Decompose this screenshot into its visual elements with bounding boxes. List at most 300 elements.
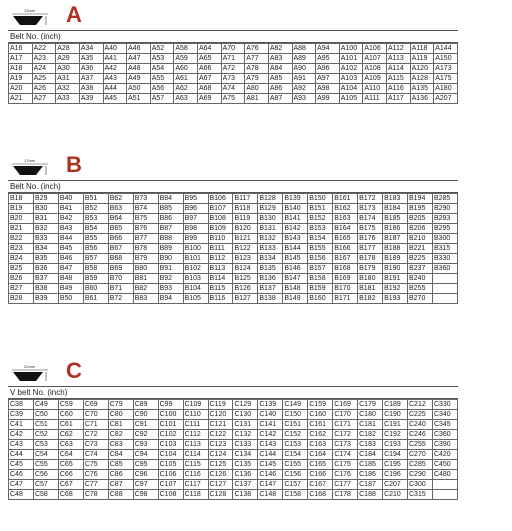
table-cell: B93 xyxy=(158,284,183,294)
table-cell: A90 xyxy=(292,64,316,74)
table-cell: C79 xyxy=(108,400,133,410)
table-cell: B30 xyxy=(33,204,58,214)
table-cell: B86 xyxy=(158,214,183,224)
table-cell: C165 xyxy=(308,460,333,470)
table-cell: B157 xyxy=(308,264,333,274)
table-cell: C116 xyxy=(183,470,208,480)
table-cell: C176 xyxy=(333,470,358,480)
table-cell: B145 xyxy=(283,254,308,264)
table-cell: C207 xyxy=(383,480,408,490)
table-cell: C192 xyxy=(383,430,408,440)
table-cell: C315 xyxy=(408,490,433,500)
table-cell: A89 xyxy=(292,54,316,64)
table-cell: C70 xyxy=(83,410,108,420)
table-cell: B50 xyxy=(58,294,83,304)
table-cell: A83 xyxy=(268,54,292,64)
table-cell: B60 xyxy=(83,284,108,294)
table-cell: A36 xyxy=(79,64,103,74)
table-cell: A92 xyxy=(292,84,316,94)
table-cell: A53 xyxy=(150,54,174,64)
table-cell: C81 xyxy=(108,420,133,430)
table-cell: A38 xyxy=(79,84,103,94)
table-cell: A30 xyxy=(56,64,80,74)
table-cell: C130 xyxy=(233,410,258,420)
table-cell: B152 xyxy=(308,214,333,224)
table-cell: B177 xyxy=(358,244,383,254)
table-cell: B240 xyxy=(408,274,433,284)
table-cell: B221 xyxy=(408,244,433,254)
table-cell: C255 xyxy=(408,440,433,450)
table-cell: B160 xyxy=(308,294,333,304)
table-cell: A107 xyxy=(363,54,387,64)
table-cell: A102 xyxy=(339,64,363,74)
table-cell: C138 xyxy=(233,490,258,500)
table-cell: A26 xyxy=(32,84,56,94)
table-cell: B205 xyxy=(408,214,433,224)
table-cell: B18 xyxy=(9,194,34,204)
table-cell: C55 xyxy=(33,460,58,470)
table-cell: A35 xyxy=(79,54,103,64)
table-cell: B123 xyxy=(233,254,258,264)
table-cell: C58 xyxy=(33,490,58,500)
table-cell: B99 xyxy=(183,234,208,244)
table-cell: A115 xyxy=(387,74,411,84)
table-row xyxy=(9,44,458,54)
table-cell: B20 xyxy=(9,214,34,224)
table-cell: A41 xyxy=(103,54,127,64)
table-cell: B29 xyxy=(33,194,58,204)
table-cell: C115 xyxy=(183,460,208,470)
table-cell: B55 xyxy=(83,234,108,244)
table-cell: C74 xyxy=(83,450,108,460)
table-cell: C54 xyxy=(33,450,58,460)
belt-width-label: 17mm xyxy=(24,158,36,163)
section-header xyxy=(8,358,458,386)
table-cell: B68 xyxy=(108,254,133,264)
table-cell: A63 xyxy=(174,94,198,104)
table-cell: C117 xyxy=(183,480,208,490)
table-cell: B174 xyxy=(358,214,383,224)
table-cell: C122 xyxy=(208,430,233,440)
belt-profile-icon xyxy=(10,364,50,384)
table-cell: A65 xyxy=(198,54,222,64)
table-cell: B23 xyxy=(9,244,34,254)
table-cell: B127 xyxy=(233,294,258,304)
table-cell: C66 xyxy=(58,470,83,480)
table-cell: B62 xyxy=(108,194,133,204)
table-row xyxy=(9,274,458,284)
table-cell: B132 xyxy=(258,234,283,244)
table-cell: A60 xyxy=(174,64,198,74)
table-cell: C49 xyxy=(33,400,58,410)
table-cell: B180 xyxy=(358,274,383,284)
table-cell: C190 xyxy=(383,410,408,420)
table-cell: B185 xyxy=(383,214,408,224)
table-cell: B135 xyxy=(258,264,283,274)
table-cell: B87 xyxy=(158,224,183,234)
table-cell: B58 xyxy=(83,264,108,274)
table-cell: B28 xyxy=(9,294,34,304)
table-cell: B148 xyxy=(283,284,308,294)
table-cell: A78 xyxy=(245,64,269,74)
table-cell: B117 xyxy=(233,194,258,204)
table-cell: A19 xyxy=(9,74,33,84)
table-cell: B172 xyxy=(358,194,383,204)
table-cell: B330 xyxy=(432,254,457,264)
table-cell: B101 xyxy=(183,254,208,264)
table-cell: B83 xyxy=(133,294,158,304)
table-cell: A106 xyxy=(363,44,387,54)
table-cell: B112 xyxy=(208,254,233,264)
table-cell: B167 xyxy=(333,254,358,264)
table-cell: B136 xyxy=(258,274,283,284)
table-cell: B72 xyxy=(108,294,133,304)
table-cell: C72 xyxy=(83,430,108,440)
table-cell: B134 xyxy=(258,254,283,264)
table-cell: A175 xyxy=(434,74,458,84)
table-cell: B95 xyxy=(183,194,208,204)
table-cell: B27 xyxy=(9,284,34,294)
table-cell: C64 xyxy=(58,450,83,460)
table-cell: B151 xyxy=(308,204,333,214)
table-cell: C51 xyxy=(33,420,58,430)
table-cell: C148 xyxy=(258,490,283,500)
table-cell: C450 xyxy=(432,460,457,470)
belt-size-table xyxy=(8,399,458,500)
table-cell: C123 xyxy=(208,440,233,450)
table-cell: C128 xyxy=(208,490,233,500)
table-cell: B97 xyxy=(183,214,208,224)
table-cell: C131 xyxy=(233,420,258,430)
table-cell: C212 xyxy=(408,400,433,410)
table-cell: B69 xyxy=(108,264,133,274)
table-cell: B64 xyxy=(108,214,133,224)
table-cell: B163 xyxy=(333,214,358,224)
table-cell: C86 xyxy=(108,470,133,480)
table-cell: C69 xyxy=(83,400,108,410)
table-cell: C225 xyxy=(408,410,433,420)
table-cell: B113 xyxy=(208,264,233,274)
table-cell: C168 xyxy=(308,490,333,500)
section-letter: B xyxy=(66,152,82,177)
table-cell: B115 xyxy=(208,284,233,294)
table-cell: C163 xyxy=(308,440,333,450)
table-cell: B195 xyxy=(408,204,433,214)
table-cell: A62 xyxy=(174,84,198,94)
table-cell: C108 xyxy=(158,490,183,500)
table-cell: C63 xyxy=(58,440,83,450)
table-cell: A86 xyxy=(268,84,292,94)
section-b xyxy=(8,152,458,304)
table-title: Belt No. (inch) xyxy=(8,181,458,193)
table-cell: A118 xyxy=(410,44,434,54)
table-cell: A56 xyxy=(150,84,174,94)
table-cell: A43 xyxy=(103,74,127,84)
table-cell: B315 xyxy=(432,244,457,254)
table-cell: C75 xyxy=(83,460,108,470)
table-cell: B150 xyxy=(308,194,333,204)
table-cell: C150 xyxy=(283,410,308,420)
table-cell: C167 xyxy=(308,480,333,490)
table-cell: C111 xyxy=(183,420,208,430)
table-cell: B130 xyxy=(258,214,283,224)
table-title: Belt No. (inch) xyxy=(8,31,458,43)
table-cell: B31 xyxy=(33,214,58,224)
table-cell: B53 xyxy=(83,214,108,224)
table-cell: B40 xyxy=(58,194,83,204)
table-cell: B187 xyxy=(383,234,408,244)
table-cell: C134 xyxy=(233,450,258,460)
table-cell: B142 xyxy=(283,224,308,234)
table-cell: A61 xyxy=(174,74,198,84)
table-cell: B158 xyxy=(308,274,333,284)
table-cell: C154 xyxy=(283,450,308,460)
table-row xyxy=(9,74,458,84)
table-cell: A180 xyxy=(434,84,458,94)
table-cell: C41 xyxy=(9,420,34,430)
table-cell: C82 xyxy=(108,430,133,440)
table-cell: C141 xyxy=(258,420,283,430)
belt-profile-icon xyxy=(10,158,50,178)
table-cell: C89 xyxy=(133,400,158,410)
section-c xyxy=(8,358,458,500)
table-cell: B42 xyxy=(58,214,83,224)
table-cell: C187 xyxy=(358,480,383,490)
table-cell: C53 xyxy=(33,440,58,450)
table-cell: B125 xyxy=(233,274,258,284)
table-cell: A101 xyxy=(339,54,363,64)
table-cell: B46 xyxy=(58,254,83,264)
table-cell: B61 xyxy=(83,294,108,304)
table-cell: B106 xyxy=(208,194,233,204)
table-cell: C180 xyxy=(358,410,383,420)
table-cell: A55 xyxy=(150,74,174,84)
table-cell: B159 xyxy=(308,284,333,294)
table-cell: B270 xyxy=(408,294,433,304)
table-cell: A66 xyxy=(198,64,222,74)
table-cell: B178 xyxy=(358,254,383,264)
table-cell: C118 xyxy=(183,490,208,500)
section-letter: A xyxy=(66,2,82,27)
table-cell: B237 xyxy=(408,264,433,274)
table-cell xyxy=(432,490,457,500)
table-cell: B146 xyxy=(283,264,308,274)
table-cell: C46 xyxy=(9,470,34,480)
table-cell xyxy=(432,274,457,284)
table-cell: A29 xyxy=(56,54,80,64)
table-cell: B44 xyxy=(58,234,83,244)
table-cell: A21 xyxy=(9,94,33,104)
table-cell: C185 xyxy=(358,460,383,470)
table-cell: A71 xyxy=(221,54,245,64)
table-cell: C300 xyxy=(408,480,433,490)
table-cell: B165 xyxy=(333,234,358,244)
table-row xyxy=(9,194,458,204)
table-cell: B109 xyxy=(208,224,233,234)
table-cell: B32 xyxy=(33,224,58,234)
table-row xyxy=(9,294,458,304)
table-cell: C44 xyxy=(9,450,34,460)
table-cell: B96 xyxy=(183,204,208,214)
table-cell: B100 xyxy=(183,244,208,254)
table-cell: C121 xyxy=(208,420,233,430)
section-letter: C xyxy=(66,358,82,383)
table-cell: C94 xyxy=(133,450,158,460)
table-cell: B147 xyxy=(283,274,308,284)
table-cell: C164 xyxy=(308,450,333,460)
table-cell: C132 xyxy=(233,430,258,440)
table-cell: B47 xyxy=(58,264,83,274)
table-cell: B169 xyxy=(333,274,358,284)
table-cell: C99 xyxy=(158,400,183,410)
table-cell: B66 xyxy=(108,234,133,244)
table-cell: B120 xyxy=(233,224,258,234)
table-cell: B63 xyxy=(108,204,133,214)
table-cell: A20 xyxy=(9,84,33,94)
table-cell: A94 xyxy=(316,44,340,54)
table-cell: B25 xyxy=(9,264,34,274)
table-cell: B131 xyxy=(258,224,283,234)
table-cell: B84 xyxy=(158,194,183,204)
table-cell: C83 xyxy=(108,440,133,450)
table-cell: C143 xyxy=(258,440,283,450)
table-cell: A80 xyxy=(245,84,269,94)
table-cell: B161 xyxy=(333,194,358,204)
table-cell: C119 xyxy=(208,400,233,410)
table-cell: C120 xyxy=(208,410,233,420)
table-cell: B71 xyxy=(108,284,133,294)
table-cell: B183 xyxy=(383,194,408,204)
table-cell: C67 xyxy=(58,480,83,490)
table-row xyxy=(9,460,458,470)
table-cell: C174 xyxy=(333,450,358,460)
table-cell: B94 xyxy=(158,294,183,304)
table-cell: A150 xyxy=(434,54,458,64)
table-cell: A144 xyxy=(434,44,458,54)
table-cell: A119 xyxy=(410,54,434,64)
table-cell: A57 xyxy=(150,94,174,104)
table-cell: B290 xyxy=(432,204,457,214)
table-cell: C246 xyxy=(408,430,433,440)
table-cell: A37 xyxy=(79,74,103,84)
section-a xyxy=(8,2,458,104)
table-cell: B75 xyxy=(133,214,158,224)
table-cell: B139 xyxy=(283,194,308,204)
table-cell: C152 xyxy=(283,430,308,440)
table-cell: B52 xyxy=(83,204,108,214)
table-cell: A85 xyxy=(268,74,292,84)
table-cell: C78 xyxy=(83,490,108,500)
table-cell xyxy=(432,294,457,304)
table-cell: C177 xyxy=(333,480,358,490)
table-cell: C129 xyxy=(233,400,258,410)
table-cell: B189 xyxy=(383,254,408,264)
table-cell: A110 xyxy=(363,84,387,94)
table-cell: A96 xyxy=(316,64,340,74)
table-cell: A40 xyxy=(103,44,127,54)
table-cell: A207 xyxy=(434,94,458,104)
table-row xyxy=(9,400,458,410)
table-cell: A70 xyxy=(221,44,245,54)
table-cell: A42 xyxy=(103,64,127,74)
table-cell: B34 xyxy=(33,244,58,254)
table-cell: A48 xyxy=(127,64,151,74)
table-cell: A39 xyxy=(79,94,103,104)
table-cell: A32 xyxy=(56,84,80,94)
table-cell: C137 xyxy=(233,480,258,490)
table-row xyxy=(9,410,458,420)
table-cell: C330 xyxy=(432,400,457,410)
table-cell: C195 xyxy=(383,460,408,470)
table-cell: B70 xyxy=(108,274,133,284)
table-cell: B102 xyxy=(183,264,208,274)
table-cell: B173 xyxy=(358,204,383,214)
table-cell: C114 xyxy=(183,450,208,460)
table-row xyxy=(9,284,458,294)
table-row xyxy=(9,64,458,74)
table-cell: C77 xyxy=(83,480,108,490)
table-cell: B98 xyxy=(183,224,208,234)
table-cell: A73 xyxy=(221,74,245,84)
table-cell: C360 xyxy=(432,430,457,440)
table-cell: C186 xyxy=(358,470,383,480)
table-cell: A46 xyxy=(127,44,151,54)
table-row xyxy=(9,420,458,430)
table-row xyxy=(9,264,458,274)
table-cell: B188 xyxy=(383,244,408,254)
table-row xyxy=(9,490,458,500)
table-cell: B90 xyxy=(158,254,183,264)
belt-profile-icon xyxy=(10,8,50,28)
table-cell: B41 xyxy=(58,204,83,214)
table-cell: C162 xyxy=(308,430,333,440)
table-cell: A81 xyxy=(245,94,269,104)
table-cell: C142 xyxy=(258,430,283,440)
table-cell: C71 xyxy=(83,420,108,430)
table-cell: C112 xyxy=(183,430,208,440)
table-cell: B149 xyxy=(283,294,308,304)
table-title: V belt No. (inch) xyxy=(8,387,458,399)
table-cell: A136 xyxy=(410,94,434,104)
table-row xyxy=(9,224,458,234)
table-cell: B81 xyxy=(133,274,158,284)
table-cell: A58 xyxy=(174,44,198,54)
table-cell: A95 xyxy=(316,54,340,64)
table-cell: A69 xyxy=(198,94,222,104)
table-cell: A113 xyxy=(387,54,411,64)
table-cell: A67 xyxy=(198,74,222,84)
table-cell: C193 xyxy=(383,440,408,450)
table-cell: B48 xyxy=(58,274,83,284)
table-cell: B49 xyxy=(58,284,83,294)
table-cell: C90 xyxy=(133,410,158,420)
table-cell: C84 xyxy=(108,450,133,460)
table-cell: C146 xyxy=(258,470,283,480)
table-cell: C151 xyxy=(283,420,308,430)
table-cell: B186 xyxy=(383,224,408,234)
table-cell: B140 xyxy=(283,204,308,214)
table-cell: A116 xyxy=(387,84,411,94)
table-cell: C68 xyxy=(58,490,83,500)
table-cell: B154 xyxy=(308,234,333,244)
table-row xyxy=(9,234,458,244)
table-cell: A54 xyxy=(150,64,174,74)
table-cell: C135 xyxy=(233,460,258,470)
table-cell: C62 xyxy=(58,430,83,440)
table-cell: B133 xyxy=(258,244,283,254)
table-cell: A24 xyxy=(32,64,56,74)
table-row xyxy=(9,440,458,450)
